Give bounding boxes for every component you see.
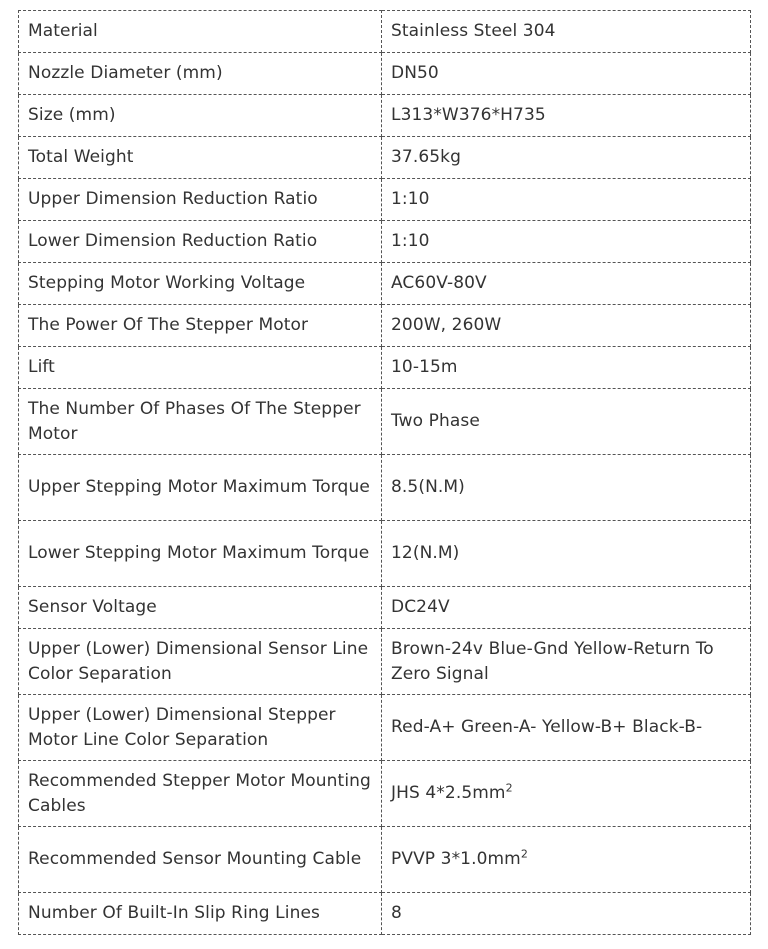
table-row bbox=[19, 347, 751, 389]
spec-value: L313*W376*H735 bbox=[382, 95, 751, 137]
table-row bbox=[19, 587, 751, 629]
spec-value: Stainless Steel 304 bbox=[382, 11, 751, 53]
spec-value: 1:10 bbox=[382, 221, 751, 263]
spec-value: Brown-24v Blue-Gnd Yellow-Return To Zero Signal bbox=[382, 629, 751, 695]
spec-value: 8.5(N.M) bbox=[382, 455, 751, 521]
table-row bbox=[19, 179, 751, 221]
spec-label: Recommended Stepper Motor Mounting Cables bbox=[19, 761, 382, 827]
spec-value: Two Phase bbox=[382, 389, 751, 455]
table-row bbox=[19, 521, 751, 587]
table-row bbox=[19, 221, 751, 263]
spec-value bbox=[382, 761, 751, 827]
superscript: 2 bbox=[505, 781, 513, 795]
spec-value: DC24V bbox=[382, 587, 751, 629]
spec-label: Lower Stepping Motor Maximum Torque bbox=[19, 521, 382, 587]
spec-value: 10-15m bbox=[382, 347, 751, 389]
table-row bbox=[19, 827, 751, 893]
spec-label: Lower Dimension Reduction Ratio bbox=[19, 221, 382, 263]
spec-value bbox=[382, 827, 751, 893]
spec-value: 200W, 260W bbox=[382, 305, 751, 347]
spec-label: Size (mm) bbox=[19, 95, 382, 137]
table-row bbox=[19, 893, 751, 935]
table-row bbox=[19, 137, 751, 179]
spec-value: AC60V-80V bbox=[382, 263, 751, 305]
spec-label: Stepping Motor Working Voltage bbox=[19, 263, 382, 305]
table-row bbox=[19, 629, 751, 695]
table-row bbox=[19, 11, 751, 53]
table-row bbox=[19, 95, 751, 137]
spec-table bbox=[18, 10, 751, 935]
spec-label: Number Of Built-In Slip Ring Lines bbox=[19, 893, 382, 935]
spec-label: Total Weight bbox=[19, 137, 382, 179]
superscript: 2 bbox=[520, 847, 528, 861]
table-row bbox=[19, 389, 751, 455]
table-row bbox=[19, 53, 751, 95]
spec-label: Upper Dimension Reduction Ratio bbox=[19, 179, 382, 221]
spec-value: Red-A+ Green-A- Yellow-B+ Black-B- bbox=[382, 695, 751, 761]
table-row bbox=[19, 263, 751, 305]
spec-value-text: JHS 4*2.5mm bbox=[391, 783, 506, 804]
table-row bbox=[19, 695, 751, 761]
spec-label: Upper (Lower) Dimensional Sensor Line Color Separation bbox=[19, 629, 382, 695]
spec-label: The Power Of The Stepper Motor bbox=[19, 305, 382, 347]
spec-label: Lift bbox=[19, 347, 382, 389]
spec-label: The Number Of Phases Of The Stepper Motor bbox=[19, 389, 382, 455]
table-row bbox=[19, 455, 751, 521]
spec-label: Upper (Lower) Dimensional Stepper Motor Line Color Separation bbox=[19, 695, 382, 761]
table-row bbox=[19, 761, 751, 827]
spec-value: DN50 bbox=[382, 53, 751, 95]
spec-label: Material bbox=[19, 11, 382, 53]
spec-label: Recommended Sensor Mounting Cable bbox=[19, 827, 382, 893]
spec-value: 1:10 bbox=[382, 179, 751, 221]
table-row bbox=[19, 305, 751, 347]
spec-value: 8 bbox=[382, 893, 751, 935]
spec-label: Sensor Voltage bbox=[19, 587, 382, 629]
spec-label: Upper Stepping Motor Maximum Torque bbox=[19, 455, 382, 521]
spec-value-text: PVVP 3*1.0mm bbox=[391, 849, 521, 870]
spec-value: 37.65kg bbox=[382, 137, 751, 179]
spec-label: Nozzle Diameter (mm) bbox=[19, 53, 382, 95]
spec-value: 12(N.M) bbox=[382, 521, 751, 587]
